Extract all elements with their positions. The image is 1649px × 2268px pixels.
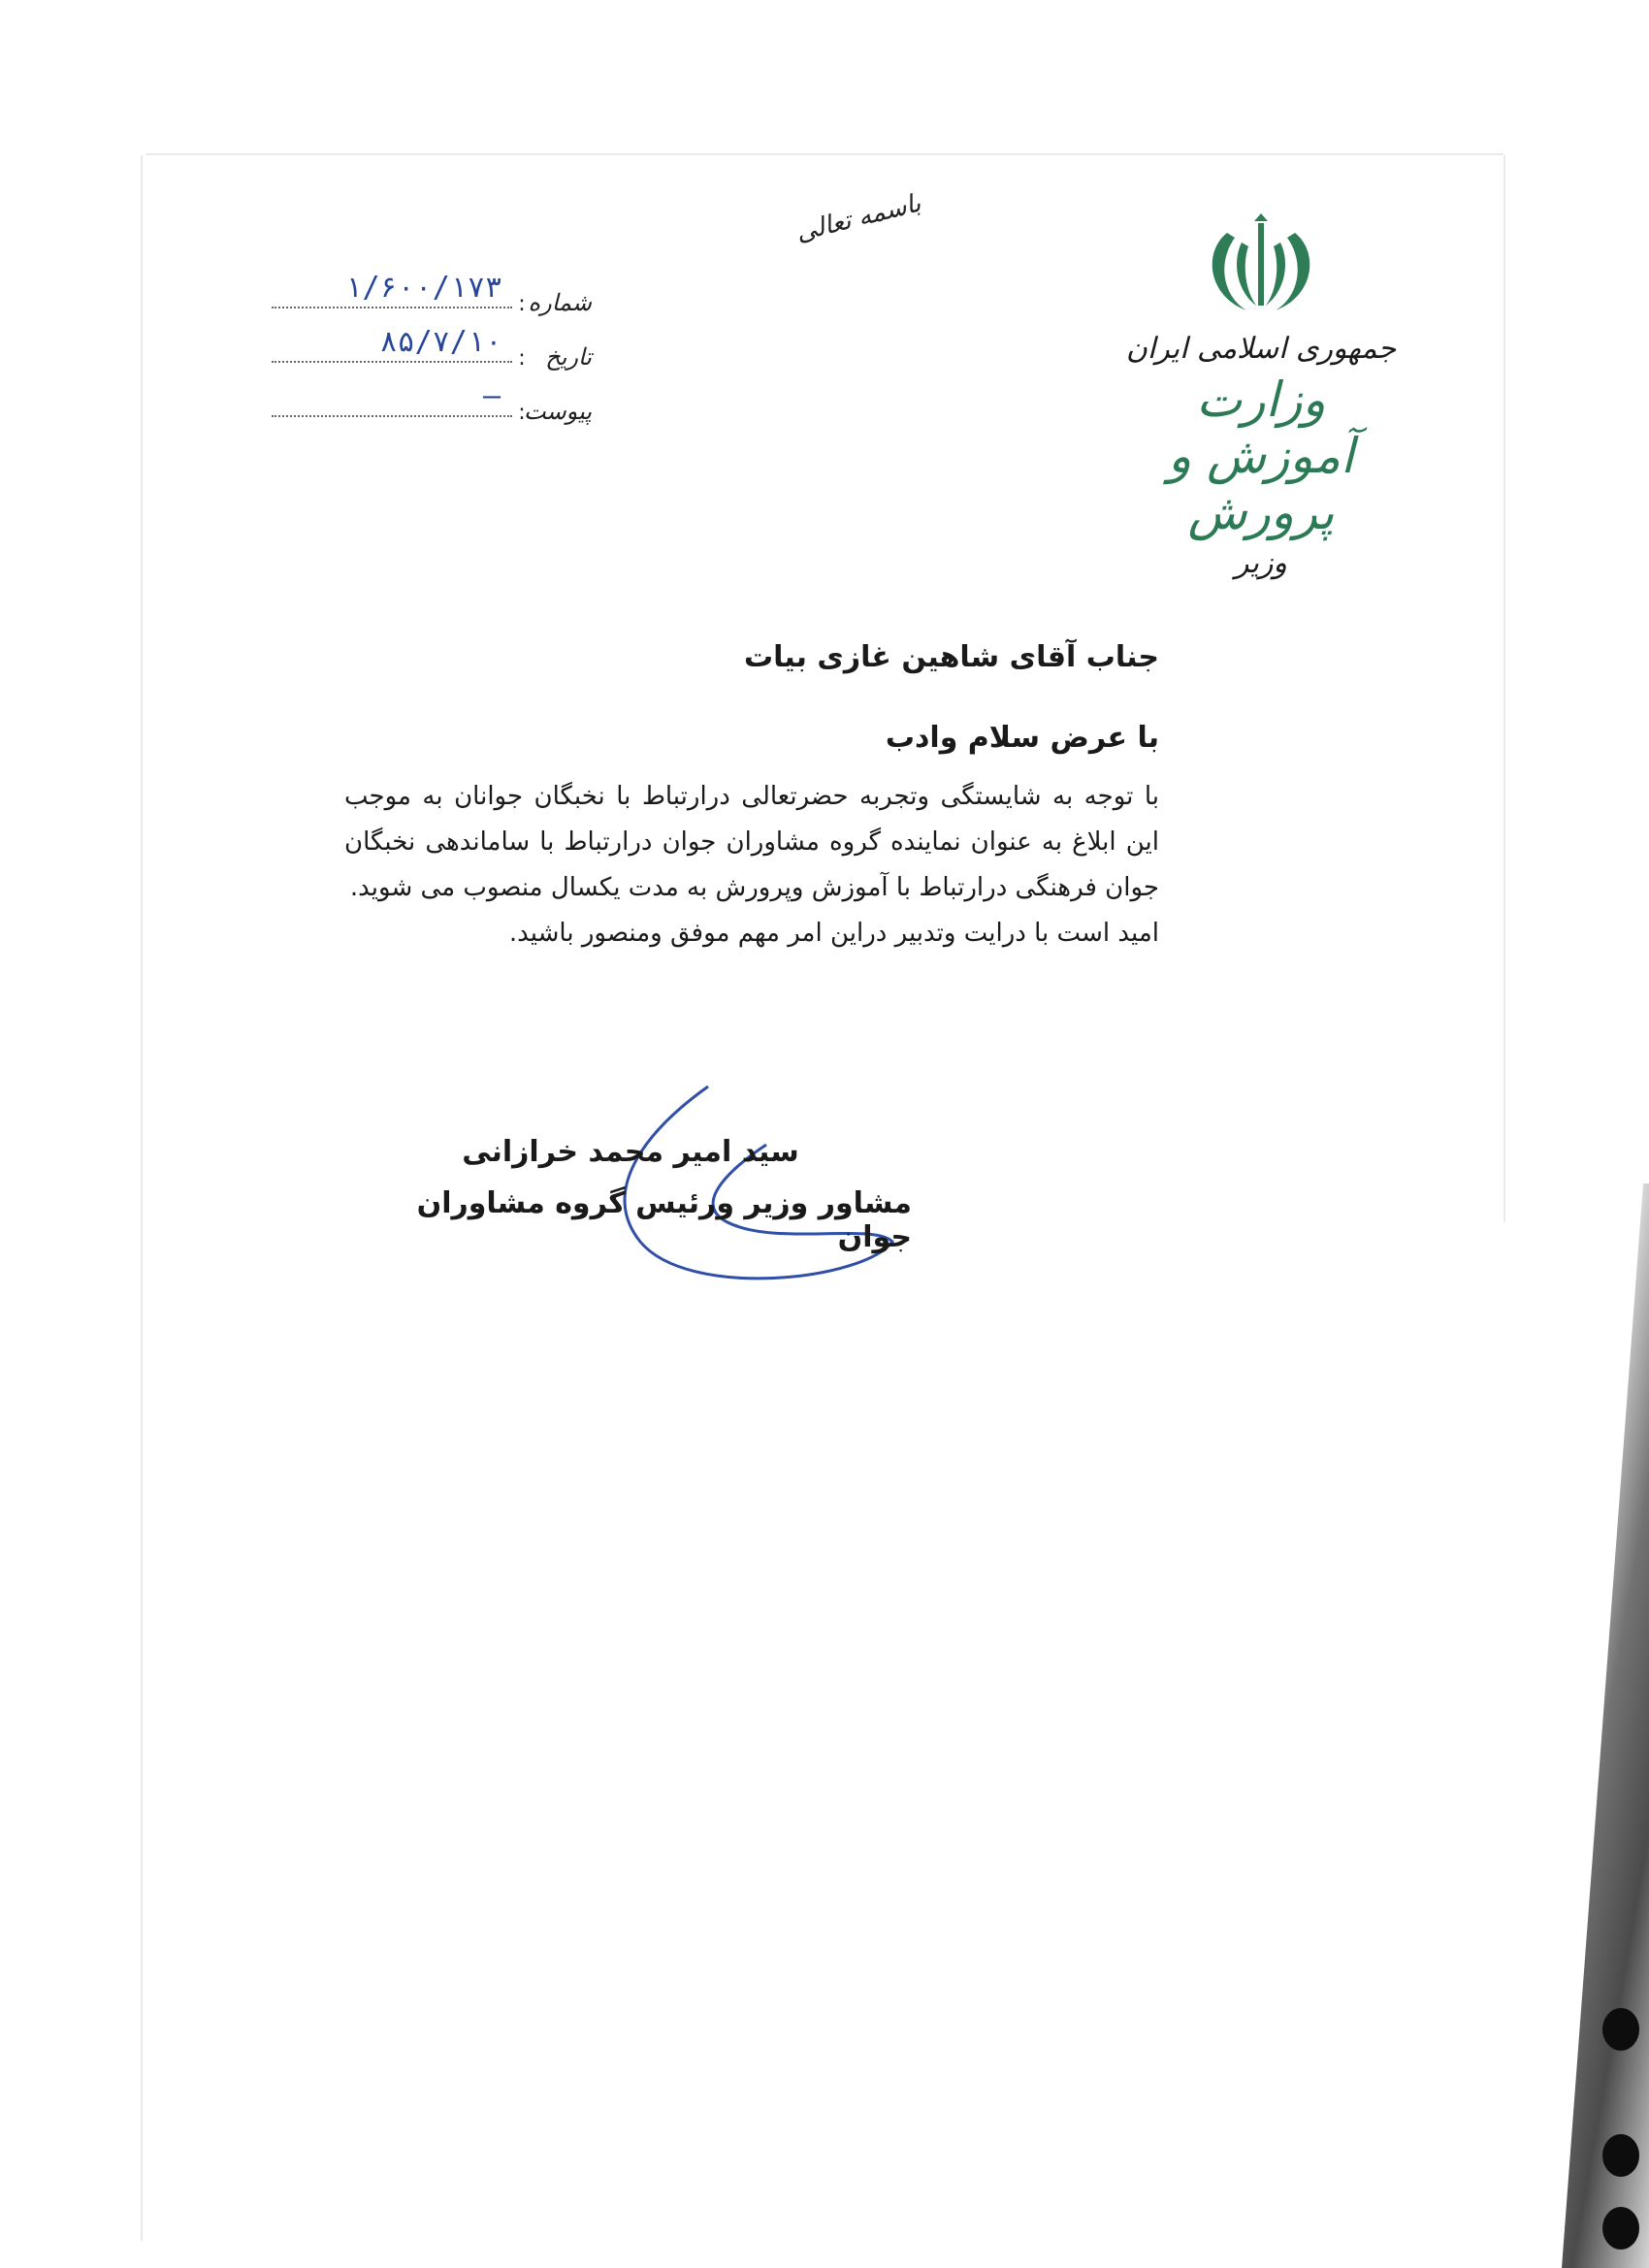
signatory-title: مشاور وزیر ورئیس گروه مشاوران جوان (416, 1186, 912, 1254)
colon: : (518, 292, 526, 316)
punch-hole (1602, 2207, 1639, 2250)
date-label: تاریخ (545, 343, 592, 371)
colon: : (518, 401, 526, 425)
date-field (272, 322, 512, 363)
meta-attachment-row (272, 371, 592, 425)
number-value: ۱/۶۰۰/۱۷۳ (344, 271, 502, 305)
letter-body (344, 640, 1159, 956)
attachment-label: پیوست (524, 398, 592, 425)
letter-meta (272, 262, 592, 425)
date-value: ۸۵/۷/۱۰ (379, 325, 502, 359)
invocation: باسمه تعالی (792, 188, 924, 248)
letter-paragraph (344, 774, 1159, 911)
letterhead-office: وزیر (1235, 546, 1287, 580)
letterhead-ministry: وزارت آموزش و پرورش (1168, 372, 1354, 540)
punch-hole (1602, 2134, 1639, 2177)
meta-date-row (272, 316, 592, 371)
number-label: شماره (528, 289, 592, 316)
number-field (272, 268, 512, 308)
scan-edge-left (141, 155, 143, 2241)
scan-shadow (1533, 1183, 1649, 2268)
attachment-value: — (482, 379, 502, 413)
scan-edge-right (1504, 155, 1505, 1222)
signatory-name: سید امیر محمد خرازانی (462, 1135, 799, 1169)
punch-hole (1602, 2008, 1639, 2051)
colon: : (518, 346, 526, 371)
meta-number-row (272, 262, 592, 316)
closing-line: امید است با درایت وتدبیر دراین امر مهم موفق ومنصور باشید. (508, 919, 1159, 948)
letterhead-country: جمهوری اسلامی ایران (1125, 332, 1397, 366)
letterhead (1116, 213, 1406, 580)
iran-emblem-icon (1198, 213, 1324, 320)
recipient: جناب آقای شاهین غازی بیات (744, 640, 1159, 674)
scan-edge-top (146, 153, 1504, 155)
signature-block (407, 1135, 912, 1254)
salutation: با عرض سلام وادب (885, 721, 1159, 755)
attachment-field (272, 376, 512, 417)
paragraph-text: با توجه به شایستگی وتجربه حضرتعالی درارتباط با نخبگان جوانان به موجب این ابلاغ به عنوان نماینده گروه مشاوران جوان درارتباط با ساماندهی نخبگان جوان فرهنگی درارتباط با آموزش وپرورش به مدت یکسال منصوب می شوید. (344, 782, 1159, 902)
